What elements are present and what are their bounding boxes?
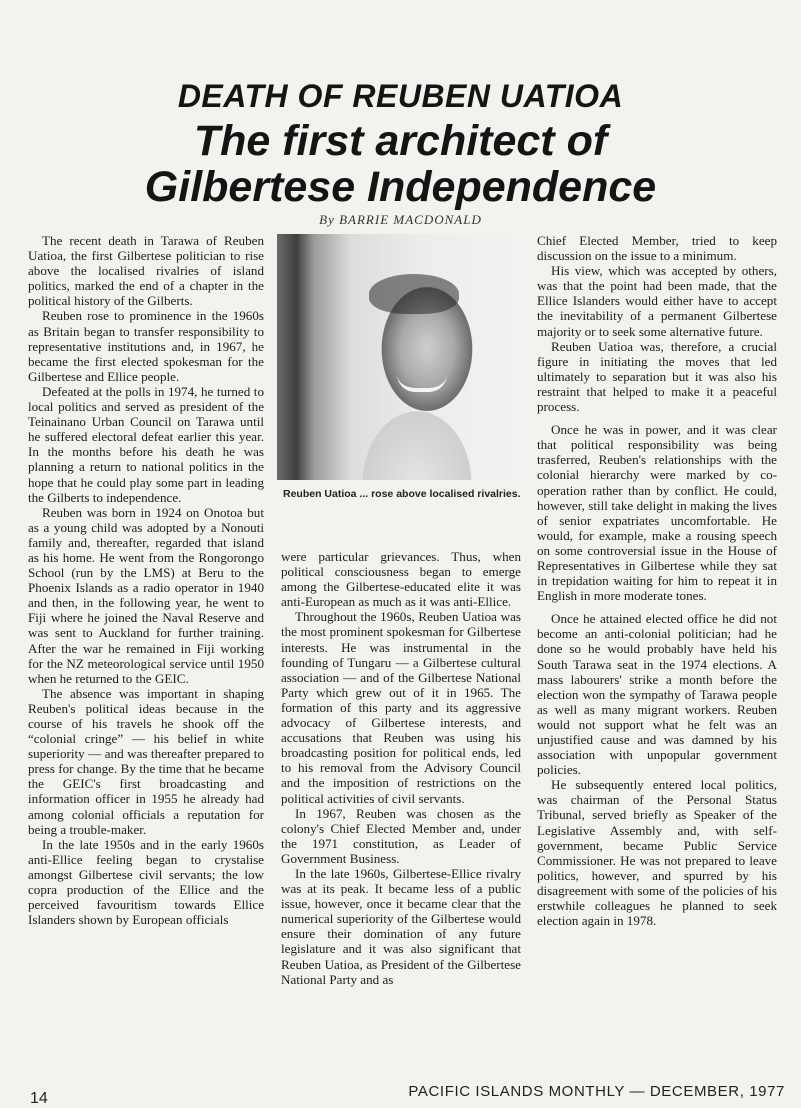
photo-caption: Reuben Uatioa ... rose above localised rivalries.: [283, 488, 521, 500]
paragraph: In the late 1950s and in the early 1960s anti-Ellice feeling began to crystalise amongst Gilbertese civil servants; the low copra production of the Ellice and the perceived favouritism towards Ellice Islanders shown by European officials: [28, 836, 264, 928]
smile-highlight: [397, 374, 447, 392]
column-2: [281, 549, 521, 1085]
paragraph: Reuben rose to prominence in the 1960s as Britain began to transfer responsibility to representative institutions and, in 1967, he became the first elected spokesman for the Gilbertese and Ellice people.: [28, 308, 264, 384]
article-headline: [0, 118, 801, 210]
paragraph: Defeated at the polls in 1974, he turned to local politics and served as president of the Teinainano Urban Council on Tarawa until he suffered electoral defeat earlier this year. In the months before his death he was planning a return to national politics in the hope that he could play some part in leading the Gilberts to independence.: [28, 383, 264, 505]
paragraph: He subsequently entered local politics, was chairman of the Personal Status Tribunal, served briefly as Speaker of the Legislative Assembly and, with self-government, became Public Service Commissioner. He was not prepared to leave politics, however, and spurred by his disagreement with some of the policies of his erstwhile colleagues he planned to seek election again in 1978.: [537, 777, 777, 929]
paragraph: In the late 1960s, Gilbertese-Ellice rivalry was at its peak. It became less of a public issue, however, once it became clear that the numerical superiority of the Gilbertese would ensure their domination of any future legislature and it was also significant that Reuben Uatioa, as President of the Gilbertese National Party and as: [281, 865, 521, 987]
paragraph: Reuben Uatioa was, therefore, a crucial figure in initiating the moves that led ultimately to separation but it was also his restraint that helped to make it a peaceful process.: [537, 338, 777, 415]
paragraph: Chief Elected Member, tried to keep discussion on the issue to a minimum.: [537, 233, 777, 264]
paragraph: His view, which was accepted by others, was that the point had been made, that the Ellice Islanders would either have to accept the inevitability of a permanent Gilbertese majority or to seek some alternative future.: [537, 263, 777, 339]
column-1: [28, 233, 264, 1085]
paragraph: The absence was important in shaping Reuben's political ideas because in the course of his travels he shook off the “colonial cringe” — his belief in white superiority — and was thereafter prepared to press for change. By the time that he became the GEIC's first broadcasting and information officer in 1955 he already had among colonial officials a reputation for being a trouble-maker.: [28, 685, 264, 837]
paragraph: Once he was in power, and it was clear that political responsibility was being trasferred, Reuben's relationships with the colonial hierarchy were marked by co-operation rather than by conflict. He could, however, still take delight in making the lives of senior expatriates uncomfortable. He would, for example, make a rousing speech on some controversial issue in the House of Representatives in Gilbertese while they sat in trepidation waiting for him to repeat it in English in more moderate tones.: [537, 422, 777, 604]
headline-line-2: Gilbertese Independence: [144, 163, 657, 211]
paragraph: The recent death in Tarawa of Reuben Uatioa, the first Gilbertese politician to rise above the localised rivalries of island politics, marked the end of a chapter in the political history of the Gilberts.: [28, 233, 264, 309]
paragraph: were particular grievances. Thus, when political consciousness began to emerge among the Gilbertese-educated elite it was anti-European as much as it was anti-Ellice.: [281, 549, 521, 610]
hair-shadow: [369, 274, 459, 314]
page-number: 14: [30, 1090, 48, 1107]
paragraph: Reuben was born in 1924 on Onotoa but as a young child was adopted by a Nonouti family and, thereafter, regarded that island as his home. He went from the Rongorongo School (run by the LMS) at Beru to the Phoenix Islands as a radio operator in 1940 and then, in the following year, he went to Fiji where he joined the Naval Reserve and was sent to Auckland for further training. After the war he remained in Fiji working for the NZ meteorological service until 1950 when he returned to the GEIC.: [28, 504, 264, 686]
paragraph: In 1967, Reuben was chosen as the colony's Chief Elected Member and, under the 1971 constitution, as Leader of Government Business.: [281, 805, 521, 866]
kicker-heading: DEATH OF REUBEN UATIOA: [177, 78, 624, 114]
byline: By BARRIE MACDONALD: [319, 212, 482, 227]
paragraph: Throughout the 1960s, Reuben Uatioa was the most prominent spokesman for Gilbertese interests. He was instrumental in the founding of Tungaru — a Gilbertese cultural association — and of the Gilbertese National Party which grew out of it in 1965. The formation of this party and its aggressive advocacy of Gilbertese interests, and accusations that Reuben was using his broadcasting position for political ends, led to his removal from the Advisory Council and the imposition of restrictions on the political activities of civil servants.: [281, 609, 521, 806]
paragraph: Once he attained elected office he did not become an anti-colonial politician; had he done so he would probably have held his South Tarawa seat in the 1974 elections. A mass labourers' strike a month before the election won the sympathy of Tarawa people as well as many migrant workers. Reuben would not support what he felt was an unjustified cause and was damned by his association with unpopular government policies.: [537, 611, 777, 778]
publication-footer: PACIFIC ISLANDS MONTHLY — DECEMBER, 1977: [408, 1083, 785, 1100]
portrait-photo: [277, 234, 521, 480]
headline-line-1: The first architect of: [193, 117, 608, 165]
column-3: [537, 233, 777, 1085]
